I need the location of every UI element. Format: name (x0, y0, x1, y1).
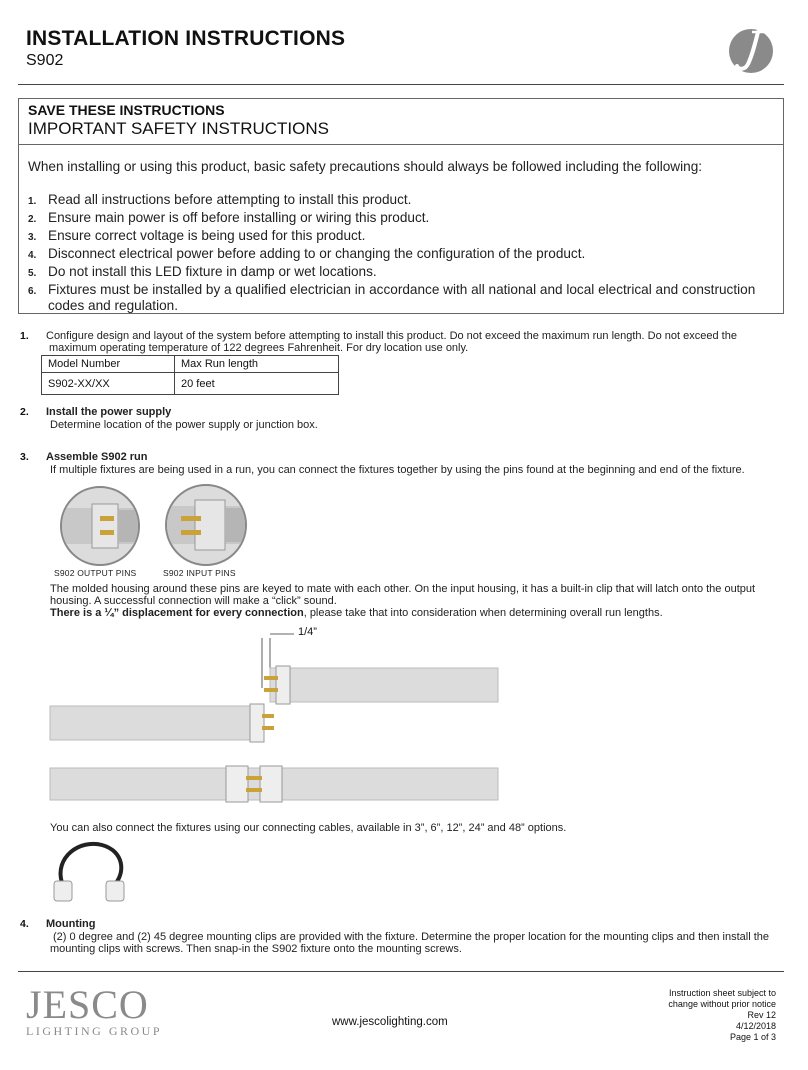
safety-item-text: Read all instructions before attempting to install this product. (48, 192, 412, 207)
section-1-line-2: maximum operating temperature of 122 degrees Fahrenheit. For dry location use only. (49, 342, 469, 354)
lower-pin (262, 714, 274, 718)
safety-item-number: 2. (28, 214, 37, 225)
safety-item (28, 264, 768, 282)
safety-item (28, 282, 768, 314)
safety-header (19, 99, 783, 145)
footer-rule (18, 971, 784, 972)
section-1-text (46, 330, 786, 354)
upper-housing (276, 666, 290, 704)
section-3-text: If multiple fixtures are being used in a run, you can connect the fixtures together by using the pins found at the beginning and end of the fixture. (50, 464, 745, 476)
safety-item-text: Do not install this LED fixture in damp or wet locations. (48, 264, 377, 279)
section-3-number: 3. (20, 451, 29, 463)
connected-run-diagram (48, 764, 500, 804)
input-pins-illustration (167, 486, 245, 564)
connection-offset-diagram (48, 624, 500, 744)
safety-item-text: Ensure correct voltage is being used for this product. (48, 228, 366, 243)
safety-item-number: 1. (28, 196, 37, 207)
lower-fixture (50, 706, 262, 740)
run-length-table (41, 355, 339, 395)
website-url: www.jescolighting.com (332, 1016, 448, 1028)
table-header-model: Model Number (42, 356, 175, 373)
save-instructions-title: SAVE THESE INSTRUCTIONS (28, 102, 225, 118)
connected-housing-left (226, 766, 248, 802)
displacement-note (50, 607, 790, 619)
molded-line-1: The molded housing around these pins are keyed to mate with each other. On the input housing, it has a built-in clip that will latch onto the output (50, 583, 756, 595)
lower-housing (250, 704, 264, 742)
important-safety-title: IMPORTANT SAFETY INSTRUCTIONS (28, 119, 329, 138)
section-2-number: 2. (20, 406, 29, 418)
section-4-line-2: mounting clips with screws. Then snap-in the S902 fixture onto the mounting screws. (50, 943, 462, 955)
table-row (42, 373, 339, 395)
upper-pin (264, 688, 278, 692)
output-pins-caption: S902 OUTPUT PINS (54, 568, 137, 578)
date: 4/12/2018 (735, 1021, 776, 1031)
safety-item-text: Disconnect electrical power before adding to or changing the configuration of the product. (48, 246, 586, 261)
page-number: Page 1 of 3 (729, 1032, 776, 1042)
model-number: S902 (26, 52, 64, 69)
dimension-label: 1/4” (298, 626, 317, 638)
connected-pin (246, 776, 262, 780)
safety-intro: When installing or using this product, basic safety precautions should always be followed including the following: (28, 159, 703, 174)
displacement-rest: , please take that into consideration when determining overall run lengths. (303, 607, 663, 619)
safety-item-text: Ensure main power is off before installing or wiring this product. (48, 210, 430, 225)
revision: Rev 12 (747, 1010, 776, 1020)
output-pins-image (60, 486, 140, 566)
safety-item (28, 192, 768, 210)
table-cell-model: S902-XX/XX (42, 373, 175, 395)
connected-housing-right (260, 766, 282, 802)
section-2-title: Install the power supply (46, 406, 172, 418)
section-4-title: Mounting (46, 918, 96, 930)
safety-item (28, 228, 768, 246)
input-pins-caption: S902 INPUT PINS (163, 568, 236, 578)
molded-housing-text (50, 583, 790, 619)
safety-item-number: 3. (28, 232, 37, 243)
jesco-logo-main: JESCO (26, 982, 149, 1027)
header-rule (18, 84, 784, 85)
cable-wire (61, 844, 122, 885)
upper-fixture (270, 668, 498, 702)
page-title: INSTALLATION INSTRUCTIONS (26, 27, 346, 50)
displacement-bold: There is a ¼” displacement for every connection (50, 607, 304, 619)
output-pins-illustration (62, 488, 138, 564)
connecting-cable-image (50, 837, 130, 905)
footer-info (620, 988, 776, 1043)
safety-item-text: Fixtures must be installed by a qualified electrician in accordance with all national and local electrical and construction codes and regulation. (48, 282, 756, 313)
jesco-logo-sub: LIGHTING GROUP (26, 1024, 162, 1038)
table-header-row (42, 356, 339, 373)
safety-item (28, 246, 768, 264)
connecting-cables-text: You can also connect the fixtures using our connecting cables, available in 3”, 6”, 12”, 24” and 48” options. (50, 822, 567, 834)
jesco-j-logo (728, 26, 774, 76)
jesco-logo (26, 982, 162, 1039)
notice-line-1: Instruction sheet subject to (668, 988, 776, 998)
section-4-line-1: (2) 0 degree and (2) 45 degree mounting clips are provided with the fixture. Determine the proper location for the mounting clips and then install the (53, 931, 770, 943)
section-3-title: Assemble S902 run (46, 451, 148, 463)
safety-list (28, 192, 768, 314)
section-4-number: 4. (20, 918, 29, 930)
section-4-text (50, 931, 795, 955)
table-header-maxrun: Max Run length (175, 356, 339, 373)
input-pins-image (165, 484, 247, 566)
safety-item-number: 6. (28, 286, 37, 297)
section-1-line-1: Configure design and layout of the system before attempting to install this product. Do not exceed the maximum run length. Do not exceed the (46, 330, 737, 342)
safety-item-number: 4. (28, 250, 37, 261)
section-2-text: Determine location of the power supply or junction box. (50, 419, 318, 431)
section-1-number: 1. (20, 330, 29, 342)
lower-pin (262, 726, 274, 730)
upper-pin (264, 676, 278, 680)
cable-connector-left (54, 881, 72, 901)
table-cell-maxrun: 20 feet (175, 373, 339, 395)
safety-item-number: 5. (28, 268, 37, 279)
connected-pin (246, 788, 262, 792)
safety-box (18, 98, 784, 314)
safety-item (28, 210, 768, 228)
molded-line-2: housing. A successful connection will make a “click” sound. (50, 595, 337, 607)
notice-line-2: change without prior notice (668, 999, 776, 1009)
cable-connector-right (106, 881, 124, 901)
